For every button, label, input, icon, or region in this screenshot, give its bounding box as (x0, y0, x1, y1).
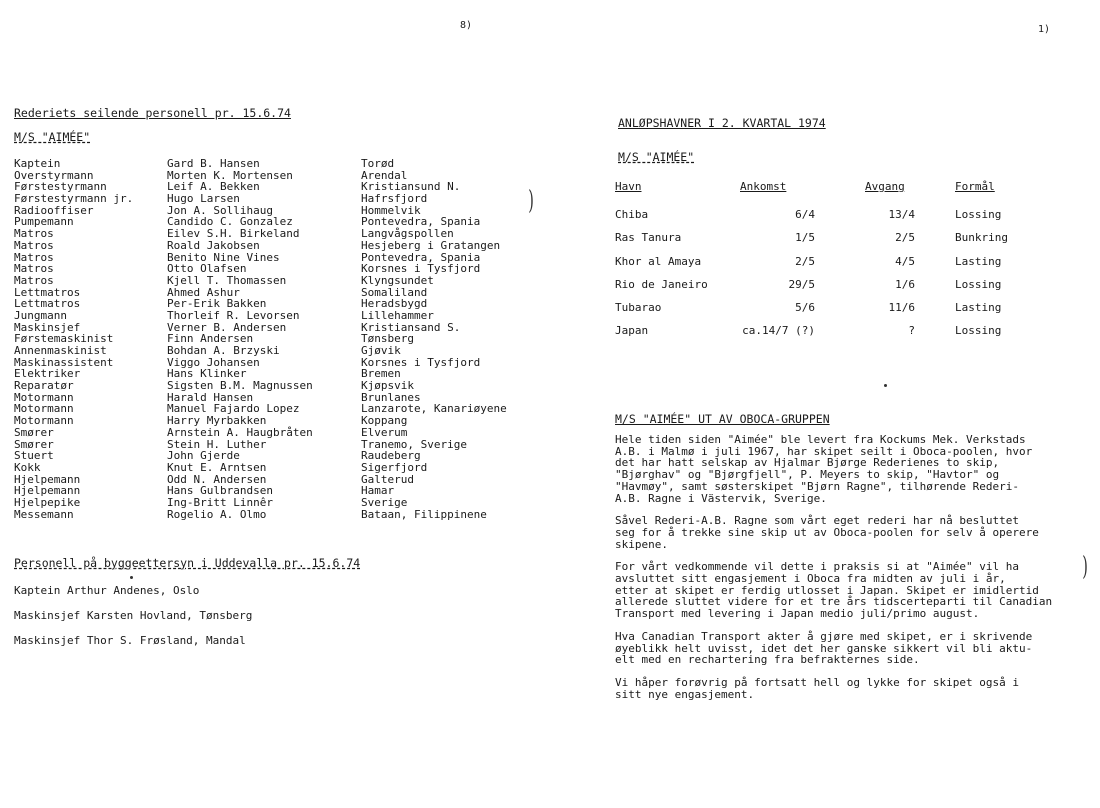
port-purpose: Bunkring (955, 231, 1008, 245)
crew-row (14, 380, 561, 392)
crew-home: Kristiansund N. (361, 180, 461, 194)
crew-home: Brunlanes (361, 390, 421, 404)
crew-rank: Hjelpemann (14, 484, 81, 498)
crew-rank: Overstyrmann (14, 168, 94, 182)
crew-row (14, 158, 561, 170)
port-name: Ras Tanura (615, 231, 682, 245)
crew-rank: Lettmatros (14, 297, 81, 311)
crew-row (14, 403, 561, 415)
crew-rank: Førstestyrmann jr. (14, 192, 134, 206)
crew-rank: Kaptein (14, 157, 61, 170)
article-title: M/S "AIMÉE" UT AV OBOCA-GRUPPEN (615, 412, 830, 426)
header-arrival: Ankomst (740, 180, 787, 193)
crew-rank: Førstestyrmann (14, 180, 107, 194)
crew-home: Bremen (361, 367, 401, 381)
crew-home: Sverige (361, 495, 408, 509)
port-arrival: 6/4 (795, 208, 815, 221)
crew-row (14, 474, 561, 486)
port-arrival: 29/5 (788, 277, 815, 291)
yard-staff-item: Maskinsjef Thor S. Frøsland, Mandal (14, 634, 246, 647)
crew-home: Gjøvik (361, 344, 401, 357)
yard-staff-item: Kaptein Arthur Andenes, Oslo (14, 584, 200, 597)
crew-row (14, 427, 561, 439)
header-departure: Avgang (865, 180, 905, 193)
crew-home: Bataan, Filippinene (361, 507, 487, 521)
crew-home: Koppang (361, 414, 408, 428)
crew-row (14, 310, 561, 322)
crew-row (14, 263, 561, 275)
ship-heading: M/S "AIMÉE" (14, 130, 91, 144)
crew-row (14, 357, 561, 369)
port-arrival: 2/5 (795, 254, 815, 268)
crew-title: Rederiets seilende personell pr. 15.6.74 (14, 106, 291, 120)
crew-name: Harry Myrbakken (167, 414, 267, 428)
crew-row (14, 240, 561, 252)
crew-list (14, 158, 561, 520)
crew-home: Hafrsfjord (361, 192, 428, 206)
header-purpose: Formål (955, 180, 995, 193)
crew-rank: Stuert (14, 449, 54, 463)
crew-home: Korsnes i Tysfjord (361, 355, 481, 369)
crew-rank: Hjelpepike (14, 495, 81, 509)
port-purpose: Lasting (955, 254, 1002, 268)
crew-name: Eilev S.H. Birkeland (167, 227, 300, 241)
port-name: Rio de Janeiro (615, 277, 708, 291)
article-paragraph: For vårt vedkommende vil dette i praksis si at "Aimée" vil ha avsluttet sitt engasjement i Oboca fra midten av juli i år, etter at skipet er ferdig utlosset i Japan. Skipet er imidlertid allerede sluttet videre for et tre års tidscerteparti til Canadian Transport med levering i Japan medio juli/primo august. (615, 560, 1053, 621)
crew-home: Somaliland (361, 285, 428, 299)
port-name: Japan (615, 324, 649, 338)
crew-rank: Jungmann (14, 308, 67, 322)
crew-rank: Førstemaskinist (14, 332, 114, 346)
crew-name: Ahmed Ashur (167, 285, 240, 299)
crew-home: Tønsberg (361, 332, 414, 346)
article-paragraph: Såvel Rederi-A.B. Ragne som vårt eget rederi har nå besluttet seg for å trekke sine skip ut av Oboca-poolen for selv å operere skipene. (615, 514, 1039, 551)
crew-rank: Matros (14, 238, 54, 252)
crew-name: Ing-Britt Linnêr (167, 495, 273, 509)
article-paragraph: Vi håper forøvrig på fortsatt hell og lykke for skipet også i sitt nye engasjement. (615, 675, 1019, 701)
ink-dot (130, 576, 133, 579)
port-name: Tubarao (615, 301, 662, 315)
port-purpose: Lossing (955, 324, 1002, 338)
crew-home: Heradsbygd (361, 297, 428, 311)
bracket-mark: ) (1082, 552, 1088, 582)
crew-name: Stein H. Luther (167, 437, 267, 451)
crew-rank: Matros (14, 262, 54, 276)
page-number: 1) (1038, 24, 1051, 35)
crew-name: Viggo Johansen (167, 355, 260, 369)
crew-name: Verner B. Andersen (167, 320, 287, 334)
crew-home: Lillehammer (361, 308, 434, 322)
port-arrival: ca.14/7 (?) (742, 324, 815, 338)
crew-name: Hans Klinker (167, 367, 247, 381)
port-name: Chiba (615, 208, 649, 221)
port-departure: 13/4 (888, 208, 915, 221)
crew-rank: Matros (14, 273, 54, 287)
ship-heading: M/S "AIMÉE" (618, 150, 695, 164)
ink-dot (884, 384, 887, 387)
crew-rank: Motormann (14, 390, 74, 404)
crew-name: Kjell T. Thomassen (167, 273, 287, 287)
crew-row (14, 275, 561, 287)
yard-staff-list (14, 584, 252, 659)
crew-name: Jon A. Sollihaug (167, 203, 273, 217)
header-port: Havn (615, 180, 642, 193)
port-arrival: 5/6 (795, 301, 815, 315)
crew-rank: Smører (14, 425, 54, 439)
crew-rank: Maskinsjef (14, 320, 81, 334)
crew-row (14, 485, 561, 497)
crew-home: Hommelvik (361, 203, 421, 217)
crew-rank: Radiooffiser (14, 203, 94, 217)
article-paragraph: Hva Canadian Transport akter å gjøre med skipet, er i skrivende øyeblikk helt uvisst, idet det her ganske sikkert vil bli aktu- elt med en rechartering fra befrakternes side. (615, 629, 1033, 667)
crew-home: Torød (361, 157, 395, 170)
bracket-mark: ) (528, 186, 534, 216)
crew-rank: Matros (14, 250, 54, 264)
crew-rank: Annenmaskinist (14, 344, 107, 357)
crew-rank: Kokk (14, 460, 41, 474)
crew-name: Leif A. Bekken (167, 180, 260, 194)
crew-rank: Reparatør (14, 379, 74, 393)
crew-name: Arnstein A. Haugbråten (167, 425, 313, 439)
crew-name: Gard B. Hansen (167, 157, 260, 170)
crew-rank: Messemann (14, 507, 74, 521)
crew-row (14, 509, 561, 521)
port-purpose: Lossing (955, 277, 1002, 291)
crew-rank: Lettmatros (14, 285, 81, 299)
crew-name: Candido C. Gonzalez (167, 215, 293, 229)
crew-home: Lanzarote, Kanariøyene (361, 402, 507, 416)
port-departure: 1/6 (895, 277, 915, 291)
crew-home: Korsnes i Tysfjord (361, 262, 481, 276)
crew-name: Benito Nine Vines (167, 250, 280, 264)
article-body (615, 434, 1055, 711)
crew-name: Per-Erik Bakken (167, 297, 267, 311)
crew-home: Hamar (361, 484, 395, 498)
port-purpose: Lossing (955, 208, 1002, 221)
crew-row (14, 345, 561, 357)
article-paragraph: Hele tiden siden "Aimée" ble levert fra Kockums Mek. Verkstads A.B. i Malmø i juli 1967, har skipet seilt i Oboca-poolen, hvor det har hatt selskap av Hjalmar Bjørge Rederienes to skip, "Bjørghav" og "Bjørgfjell", P. Meyers to skip, "Havtor" og "Havmøy", samt søsterskipet "Bjørn Ragne", tilhørende Rederi- A.B. Ragne i Västervik, Sverige. (615, 433, 1033, 505)
crew-name: Finn Andersen (167, 332, 254, 346)
crew-home: Hesjeberg i Gratangen (361, 238, 501, 252)
crew-rank: Motormann (14, 414, 74, 428)
port-departure: ? (908, 324, 915, 338)
crew-rank: Maskinassistent (14, 355, 114, 369)
port-arrival: 1/5 (795, 231, 815, 245)
crew-rank: Hjelpemann (14, 472, 81, 486)
crew-name: Morten K. Mortensen (167, 168, 293, 182)
crew-home: Pontevedra, Spania (361, 215, 481, 229)
crew-home: Galterud (361, 472, 414, 486)
crew-name: Roald Jakobsen (167, 238, 260, 252)
crew-rank: Motormann (14, 402, 74, 416)
crew-home: Elverum (361, 425, 408, 439)
crew-name: Rogelio A. Olmo (167, 507, 267, 521)
crew-row (14, 287, 561, 299)
crew-name: Hans Gulbrandsen (167, 484, 273, 498)
crew-home: Langvågspollen (361, 227, 454, 241)
crew-rank: Smører (14, 437, 54, 451)
port-departure: 11/6 (888, 301, 915, 315)
crew-home: Arendal (361, 168, 408, 182)
crew-name: Thorleif R. Levorsen (167, 308, 300, 322)
crew-name: Manuel Fajardo Lopez (167, 402, 300, 416)
crew-row (14, 193, 561, 205)
crew-home: Sigerfjord (361, 460, 428, 474)
crew-name: Hugo Larsen (167, 192, 240, 206)
crew-name: John Gjerde (167, 449, 240, 463)
crew-home: Tranemo, Sverige (361, 437, 467, 451)
crew-home: Klyngsundet (361, 273, 434, 287)
crew-row (14, 450, 561, 462)
crew-name: Sigsten B.M. Magnussen (167, 379, 313, 393)
crew-name: Knut E. Arntsen (167, 460, 267, 474)
crew-name: Harald Hansen (167, 390, 254, 404)
crew-name: Odd N. Andersen (167, 472, 267, 486)
crew-rank: Pumpemann (14, 215, 74, 229)
port-name: Khor al Amaya (615, 254, 702, 268)
crew-rank: Elektriker (14, 367, 81, 381)
crew-home: Raudeberg (361, 449, 421, 463)
yard-title: Personell på byggeettersyn i Uddevalla pr. 15.6.74 (14, 556, 361, 570)
crew-home: Kjøpsvik (361, 379, 414, 393)
crew-name: Otto Olafsen (167, 262, 247, 276)
port-departure: 4/5 (895, 254, 915, 268)
port-purpose: Lasting (955, 301, 1002, 315)
yard-staff-item: Maskinsjef Karsten Hovland, Tønsberg (14, 609, 253, 622)
crew-home: Pontevedra, Spania (361, 250, 481, 264)
crew-row (14, 497, 561, 509)
page-number: 8) (460, 20, 473, 31)
crew-home: Kristiansand S. (361, 320, 461, 334)
crew-name: Bohdan A. Brzyski (167, 344, 280, 357)
port-departure: 2/5 (895, 231, 915, 245)
crew-rank: Matros (14, 227, 54, 241)
crew-row (14, 439, 561, 451)
ports-title: ANLØPSHAVNER I 2. KVARTAL 1974 (618, 116, 826, 130)
crew-row (14, 462, 561, 474)
